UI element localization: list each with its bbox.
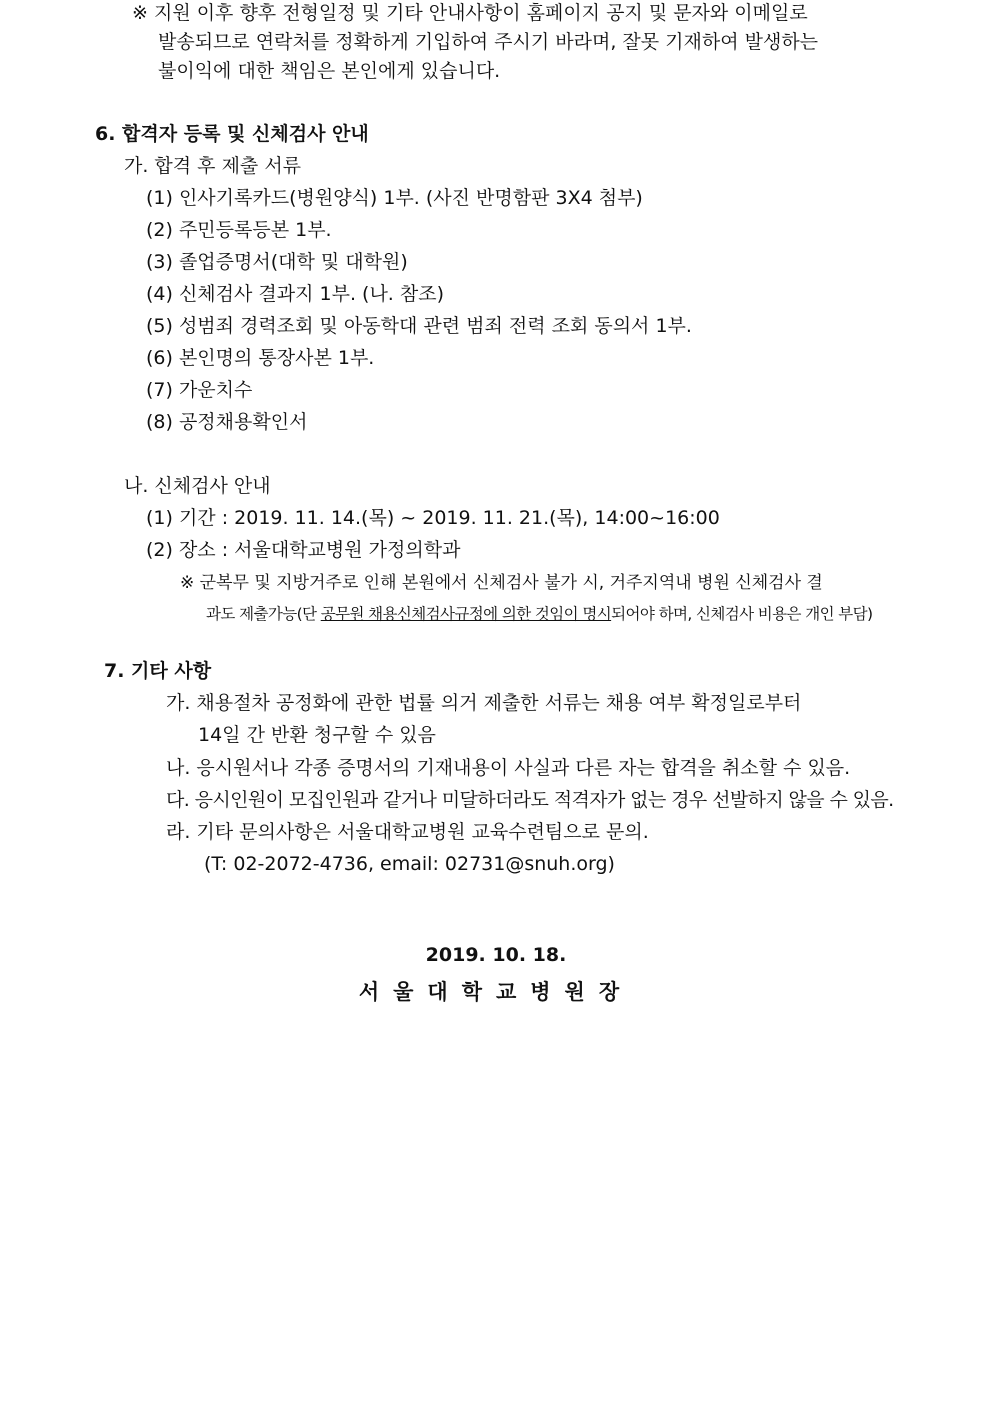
list-item: (8) 공정채용확인서 bbox=[146, 411, 308, 433]
exam-period: (1) 기간 : 2019. 11. 14.(목) ~ 2019. 11. 21.(목), 14:00~16:00 bbox=[146, 507, 720, 529]
list-item: (7) 가운치수 bbox=[146, 379, 253, 401]
exam-place: (2) 장소 : 서울대학교병원 가정의학과 bbox=[146, 539, 461, 561]
exam-note-underlined: 공무원 채용신체검사규정에 의한 것임이 명시 bbox=[320, 605, 612, 623]
list-item: (6) 본인명의 통장사본 1부. bbox=[146, 347, 375, 369]
section-6a-title: 가. 합격 후 제출 서류 bbox=[124, 155, 302, 177]
exam-note-post: 되어야 하며, 신체검사 비용은 개인 부담) bbox=[611, 605, 873, 623]
exam-note-pre: 과도 제출가능(단 bbox=[206, 605, 321, 623]
notice-line-1: ※ 지원 이후 향후 전형일정 및 기타 안내사항이 홈페이지 공지 및 문자와 이메일로 bbox=[132, 2, 808, 24]
list-item: 라. 기타 문의사항은 서울대학교병원 교육수련팀으로 문의. bbox=[166, 821, 649, 843]
notice-line-2: 발송되므로 연락처를 정확하게 기입하여 주시기 바라며, 잘못 기재하여 발생하는 bbox=[158, 31, 819, 53]
notice-line-3: 불이익에 대한 책임은 본인에게 있습니다. bbox=[158, 60, 501, 82]
list-item: 나. 응시원서나 각종 증명서의 기재내용이 사실과 다른 자는 합격을 취소할 수 있음. bbox=[166, 757, 851, 779]
section-7-title: 7. 기타 사항 bbox=[104, 660, 212, 682]
contact-info: (T: 02-2072-4736, email: 02731@snuh.org) bbox=[204, 853, 615, 875]
exam-note-line-1: ※ 군복무 및 지방거주로 인해 본원에서 신체검사 불가 시, 거주지역내 병원 신체검사 결 bbox=[180, 573, 823, 593]
list-item: 다. 응시인원이 모집인원과 같거나 미달하더라도 적격자가 없는 경우 선발하지 않을 수 있음. bbox=[166, 789, 894, 811]
list-item: 가. 채용절차 공정화에 관한 법률 의거 제출한 서류는 채용 여부 확정일로부터 bbox=[166, 692, 802, 714]
issue-date: 2019. 10. 18. bbox=[425, 944, 567, 966]
list-item: (2) 주민등록등본 1부. bbox=[146, 219, 332, 241]
list-item: (5) 성범죄 경력조회 및 아동학대 관련 범죄 전력 조회 동의서 1부. bbox=[146, 315, 692, 337]
list-item: (4) 신체검사 결과지 1부. (나. 참조) bbox=[146, 283, 444, 305]
exam-note-line-2 bbox=[206, 603, 873, 625]
list-item: (3) 졸업증명서(대학 및 대학원) bbox=[146, 251, 408, 273]
section-6b-title: 나. 신체검사 안내 bbox=[124, 475, 271, 497]
list-item: (1) 인사기록카드(병원양식) 1부. (사진 반명함판 3X4 첨부) bbox=[146, 187, 643, 209]
list-item: 14일 간 반환 청구할 수 있음 bbox=[198, 724, 436, 746]
section-6-title: 6. 합격자 등록 및 신체검사 안내 bbox=[95, 123, 369, 145]
signer-name: 서울대학교병원장 bbox=[358, 980, 634, 1004]
